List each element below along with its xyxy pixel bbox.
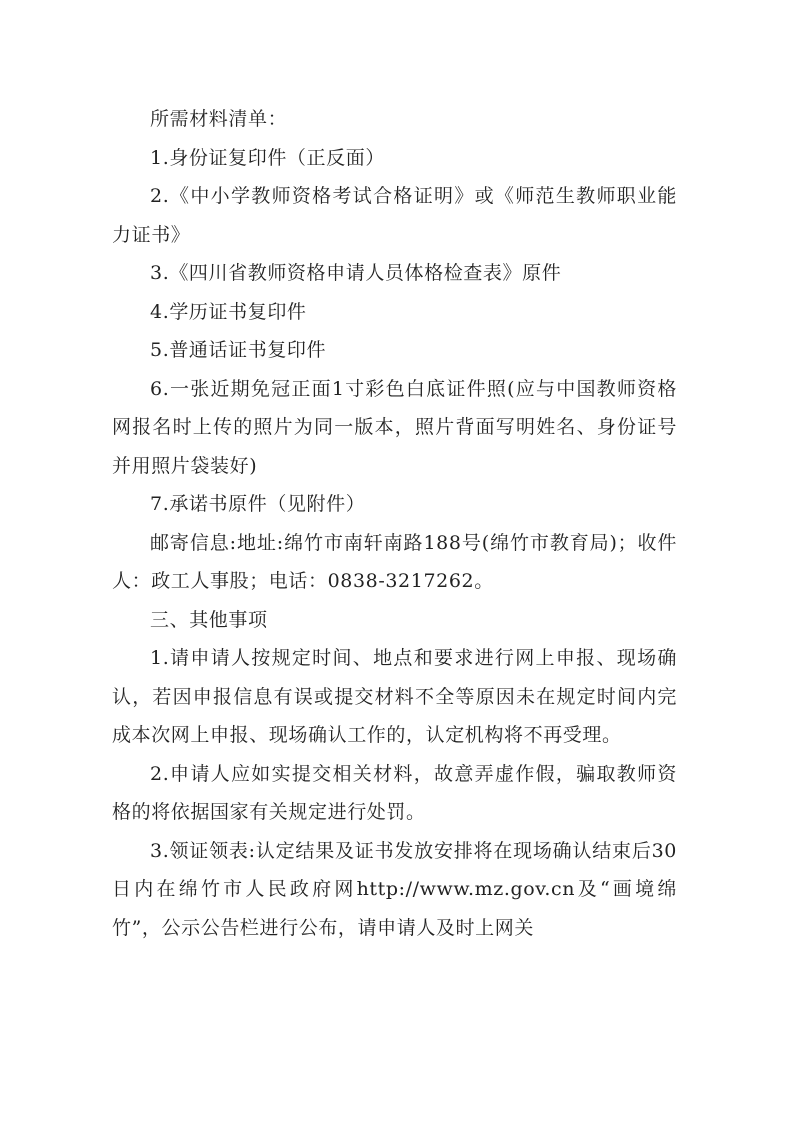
material-item-6: 6.一张近期免冠正面1寸彩色白底证件照(应与中国教师资格网报名时上传的照片为同一版本，照片背面写明姓名、身份证号并用照片袋装好) bbox=[112, 377, 677, 477]
material-item-7: 7.承诺书原件（见附件） bbox=[150, 493, 366, 515]
section-heading-other-matters: 三、其他事项 bbox=[150, 608, 268, 631]
material-item-1: 1.身份证复印件（正反面） bbox=[150, 146, 385, 169]
mailing-info: 邮寄信息:地址:绵竹市南轩南路188号(绵竹市教育局)；收件人：政工人事股；电话：0838-3217262。 bbox=[112, 531, 677, 592]
other-item-3: 3.领证领表:认定结果及证书发放安排将在现场确认结束后30日内在绵竹市人民政府网http://www.mz.gov.cn及“画境绵竹”，公示公告栏进行公布，请申请人及时上网关 bbox=[112, 839, 677, 939]
material-item-5: 5.普通话证书复印件 bbox=[150, 339, 327, 361]
other-item-2: 2.申请人应如实提交相关材料，故意弄虚作假，骗取教师资格的将依据国家有关规定进行处罚。 bbox=[112, 762, 677, 823]
material-item-2: 2.《中小学教师资格考试合格证明》或《师范生教师职业能力证书》 bbox=[112, 185, 677, 246]
materials-heading: 所需材料清单： bbox=[150, 108, 288, 130]
material-item-4: 4.学历证书复印件 bbox=[150, 300, 307, 323]
other-item-1: 1.请申请人按规定时间、地点和要求进行网上申报、现场确认，若因申报信息有误或提交材料不全等原因未在规定时间内完成本次网上申报、现场确认工作的，认定机构将不再受理。 bbox=[112, 647, 677, 746]
material-item-3: 3.《四川省教师资格申请人员体格检查表》原件 bbox=[150, 262, 562, 284]
document-body bbox=[112, 100, 677, 947]
